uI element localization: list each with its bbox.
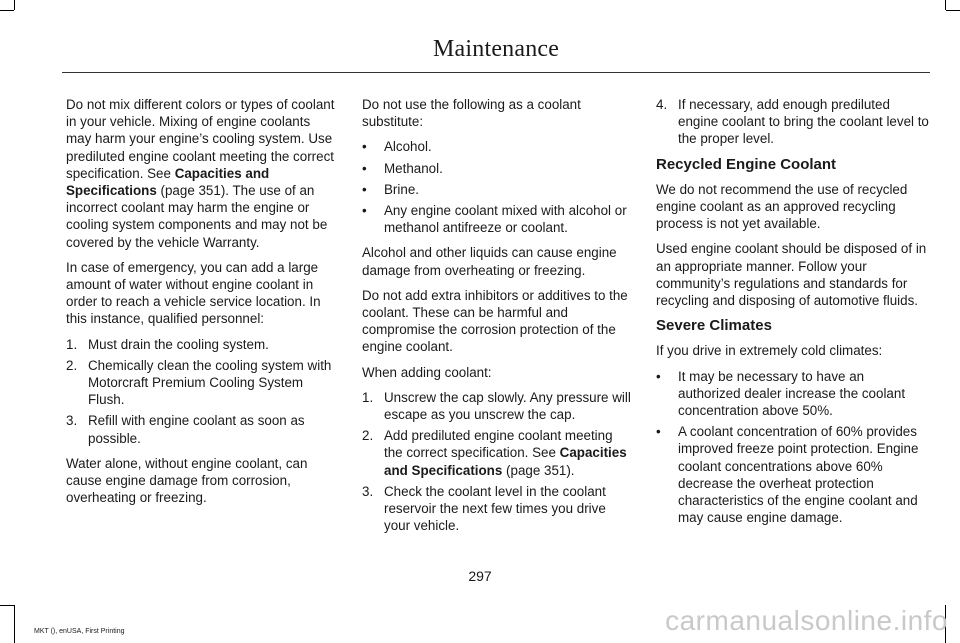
cross-reference-link[interactable]: Capacities and Specifications xyxy=(384,445,627,478)
list-number: 3. xyxy=(66,413,78,429)
page-number: 297 xyxy=(468,568,492,584)
list-item-text: Alcohol. xyxy=(384,139,432,155)
list-number: 2. xyxy=(362,428,374,444)
paragraph: Do not use the following as a coolant substitute: xyxy=(362,97,581,130)
bullet-icon: • xyxy=(362,160,367,176)
bullet-icon: • xyxy=(656,424,661,440)
column-2 xyxy=(362,96,634,542)
list-number: 1. xyxy=(362,389,374,405)
paragraph: We do not recommend the use of recycled engine coolant as an approved recycling process is not yet available. xyxy=(656,181,908,232)
bullet-list xyxy=(656,368,930,527)
list-item xyxy=(362,483,634,535)
paragraph: Do not add extra inhibitors or additives to the coolant. These can be harmful and compromise the corrosion protection of the engine coolant. xyxy=(362,287,628,355)
page-title: Maintenance xyxy=(433,36,560,62)
paragraph: Alcohol and other liquids can cause engine damage from overheating or freezing. xyxy=(362,245,617,278)
paragraph: Water alone, without engine coolant, can cause engine damage from corrosion, overheating or freezing. xyxy=(66,455,308,506)
list-item-text: Refill with engine coolant as soon as possible. xyxy=(88,413,305,446)
crop-mark xyxy=(0,10,14,11)
paragraph: In case of emergency, you can add a large amount of water without engine coolant in order to reach a vehicle service location. In this instance, qualified personnel: xyxy=(66,259,321,327)
cross-reference-link[interactable]: Capacities and Specifications xyxy=(66,165,270,199)
bullet-list xyxy=(362,138,634,236)
list-number: 3. xyxy=(362,483,374,499)
column-3 xyxy=(656,96,930,534)
list-item-text: Must drain the cooling system. xyxy=(88,336,269,352)
crop-mark xyxy=(945,0,946,10)
bullet-icon: • xyxy=(656,368,661,384)
bullet-icon: • xyxy=(362,181,367,197)
text: Do not mix different colors or types of coolant in your vehicle. Mixing of engine coolants may harm your engine’s cooling system. Use prediluted engine coolant meeting the correct specification. See xyxy=(66,97,335,181)
list-number: 2. xyxy=(66,357,78,373)
crop-mark xyxy=(14,605,15,643)
footer-label: MKT (), enUSA, First Printing xyxy=(34,628,125,635)
list-item-text: (page 351). xyxy=(502,462,575,478)
list-item-text: Check the coolant level in the coolant reservoir the next few times you drive your vehicle. xyxy=(384,483,606,534)
paragraph: When adding coolant: xyxy=(362,364,492,380)
text: (page 351). The use of an incorrect coolant may harm the engine or cooling system components and may not be covered by the vehicle Warranty. xyxy=(66,183,328,250)
list-item xyxy=(362,389,634,423)
header-divider xyxy=(62,72,930,73)
list-item-text: Unscrew the cap slowly. Any pressure will escape as you unscrew the cap. xyxy=(384,389,631,423)
bullet-icon: • xyxy=(362,139,367,155)
list-item-text: Add prediluted engine coolant meeting the correct specification. See xyxy=(384,428,613,461)
bullet-icon: • xyxy=(362,203,367,219)
list-item xyxy=(362,138,634,155)
list-item-text: Chemically clean the cooling system with Motorcraft Premium Cooling System Flush. xyxy=(88,357,332,408)
paragraph: Used engine coolant should be disposed of in an appropriate manner. Follow your community’s regulations and standards for recycling and disposing of automotive fluids. xyxy=(656,241,927,309)
list-item xyxy=(656,423,930,526)
crop-mark xyxy=(14,0,15,10)
list-item-text: Brine. xyxy=(384,181,419,197)
list-item xyxy=(362,160,634,177)
paragraph xyxy=(66,96,338,251)
section-heading-severe-climates: Severe Climates xyxy=(656,317,772,335)
numbered-list xyxy=(656,96,930,148)
watermark: carmanualsonline.info xyxy=(665,605,948,636)
list-item xyxy=(66,357,338,409)
list-number: 4. xyxy=(656,97,668,112)
numbered-list xyxy=(362,389,634,535)
crop-mark xyxy=(0,605,14,606)
list-item-text: It may be necessary to have an authorized dealer increase the coolant concentration above 50%. xyxy=(678,368,906,419)
column-1 xyxy=(66,96,338,514)
section-heading-recycled-coolant: Recycled Engine Coolant xyxy=(656,155,837,173)
list-item xyxy=(656,96,930,148)
list-item-text: Any engine coolant mixed with alcohol or methanol antifreeze or coolant. xyxy=(384,203,627,236)
list-item xyxy=(362,202,634,236)
numbered-list xyxy=(66,336,338,447)
list-item-text: If necessary, add enough prediluted engine coolant to bring the coolant level to the proper level. xyxy=(678,97,929,147)
paragraph: If you drive in extremely cold climates: xyxy=(656,343,883,359)
list-item-text: Methanol. xyxy=(384,160,443,176)
list-item xyxy=(656,368,930,420)
list-number: 1. xyxy=(66,336,78,352)
list-item-text: A coolant concentration of 60% provides improved freeze point protection. Engine coolant concentrations above 60% decrease the overheat protection characteristics of the engine coolant and may cause engine damage. xyxy=(678,424,919,526)
list-item xyxy=(362,181,634,198)
crop-mark xyxy=(946,10,960,11)
list-item xyxy=(362,427,634,479)
list-item xyxy=(66,336,338,353)
list-item xyxy=(66,412,338,446)
